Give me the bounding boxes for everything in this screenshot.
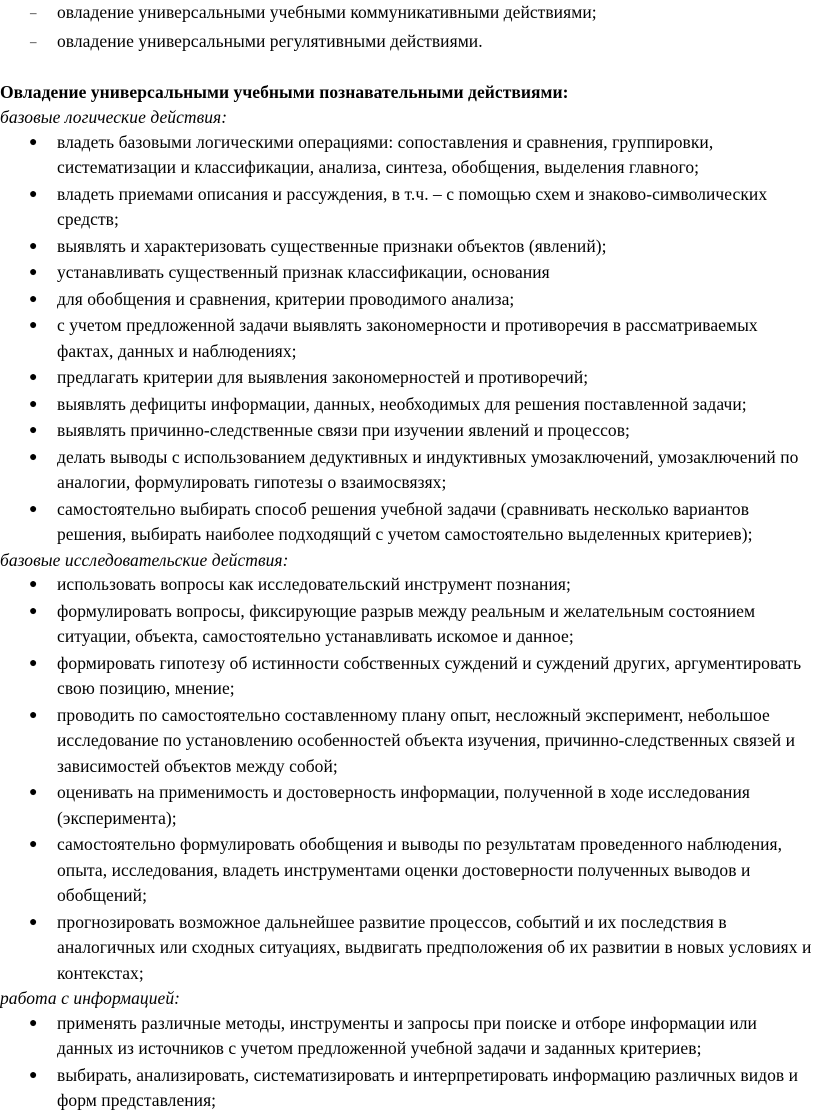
list-item <box>0 703 816 780</box>
dash-list <box>0 0 816 54</box>
bullet-icon: ● <box>29 318 38 333</box>
dash-item <box>0 29 816 55</box>
bullet-icon: ● <box>29 449 38 465</box>
list-item <box>0 365 816 391</box>
bullet-icon: ● <box>29 291 38 307</box>
list-item <box>0 260 816 286</box>
list-item <box>0 130 816 181</box>
bullet-icon: ● <box>29 186 38 202</box>
bullet-icon: ● <box>29 265 38 280</box>
subsection-title-research: базовые исследовательские действия: <box>0 549 289 570</box>
list-item-text: выявлять причинно-следственные связи при изучении явлений и процессов; <box>57 420 630 440</box>
list-item <box>0 418 816 444</box>
bullet-icon: ● <box>29 134 38 150</box>
bullet-list-logical <box>0 130 816 548</box>
list-item <box>0 445 816 496</box>
bullet-icon: ● <box>29 914 38 930</box>
subsection-title-information: работа с информацией: <box>0 988 181 1008</box>
list-item-text: формировать гипотезу об истинности собственных суждений и суждений других, аргументировать свою позицию, мнение; <box>57 652 802 698</box>
list-item-text: оценивать на применимость и достоверность информации, полученной в ходе исследования (эксперимента); <box>57 782 750 828</box>
list-item-text: проводить по самостоятельно составленному плану опыт, несложный эксперимент, небольшое исследование по установлению особенностей объекта изучения, причинно-следственных связей и зависимостей объектов между собой; <box>57 704 795 776</box>
list-item-text: выявлять дефициты информации, данных, необходимых для решения поставленной задачи; <box>57 393 747 414</box>
list-item <box>0 651 816 702</box>
list-item-text: предлагать критерии для выявления закономерностей и противоречий; <box>57 367 589 387</box>
bullet-list-research <box>0 572 816 986</box>
dash-marker: – <box>30 33 37 49</box>
list-item-text: применять различные методы, инструменты и запросы при поиске и отборе информации или данных из источников с учетом предложенной учебной задачи и заданных критериев; <box>57 1012 757 1058</box>
list-item <box>0 392 816 418</box>
list-item-text: с учетом предложенной задачи выявлять закономерности и противоречия в рассматриваемых фактах, данных и наблюдениях; <box>57 315 758 361</box>
list-item <box>0 497 816 548</box>
bullet-icon: ● <box>29 396 38 412</box>
bullet-icon: ● <box>29 655 38 671</box>
dash-marker: – <box>30 5 37 20</box>
list-item-text: формулировать вопросы, фиксирующие разрыв между реальным и желательным состоянием ситуации, объекта, самостоятельно устанавливать искомое и данное; <box>57 600 756 646</box>
list-item-text: самостоятельно выбирать способ решения учебной задачи (сравнивать несколько вариантов решения, выбирать наиболее подходящий с учетом самостоятельно выделенных критериев); <box>57 498 753 544</box>
bullet-icon: ● <box>29 837 38 852</box>
section-heading: Овладение универсальными учебными познавательными действиями: <box>0 82 569 102</box>
bullet-icon: ● <box>29 577 38 592</box>
bullet-icon: ● <box>29 238 38 254</box>
list-item-text: владеть базовыми логическими операциями: сопоставления и сравнения, группировки, систематизации и классификации, анализа, синтеза, обобщения, выделения главного; <box>57 131 714 177</box>
list-item <box>0 780 816 831</box>
bullet-icon: ● <box>29 1015 38 1031</box>
blank-line <box>0 54 816 80</box>
dash-item-text: овладение универсальными регулятивными действиями. <box>57 30 483 51</box>
bullet-list-information <box>0 1011 816 1114</box>
list-item-text: выбирать, анализировать, систематизировать и интерпретировать информацию различных видов и форм представления; <box>57 1064 799 1110</box>
dash-item-text: овладение универсальными учебными коммуникативными действиями; <box>57 2 597 22</box>
list-item <box>0 1063 816 1114</box>
list-item-text: делать выводы с использованием дедуктивных и индуктивных умозаключений, умозаключений по аналогии, формулировать гипотезы о взаимосвязях; <box>57 446 799 492</box>
bullet-icon: ● <box>29 603 38 619</box>
list-item <box>0 313 816 364</box>
bullet-icon: ● <box>29 707 38 723</box>
dash-item <box>0 0 816 26</box>
list-item-text: самостоятельно формулировать обобщения и выводы по результатам проведенного наблюдения, опыта, исследования, владеть инструментами оценки достоверности полученных выводов и обобщений; <box>57 834 783 905</box>
bullet-icon: ● <box>29 370 38 385</box>
subsection-title-logical: базовые логические действия: <box>0 107 228 127</box>
list-item <box>0 234 816 260</box>
list-item <box>0 599 816 650</box>
list-item-text: владеть приемами описания и рассуждения, в т.ч. – с помощью схем и знаково-символических средств; <box>57 183 768 229</box>
list-item <box>0 1011 816 1062</box>
list-item-text: выявлять и характеризовать существенные признаки объектов (явлений); <box>57 235 607 256</box>
list-item <box>0 287 816 313</box>
list-item <box>0 572 816 598</box>
list-item-text: устанавливать существенный признак классификации, основания <box>57 262 550 282</box>
bullet-icon: ● <box>29 785 38 800</box>
list-item <box>0 910 816 987</box>
list-item-text: использовать вопросы как исследовательский инструмент познания; <box>57 574 571 594</box>
list-item <box>0 182 816 233</box>
bullet-icon: ● <box>29 423 38 438</box>
list-item-text: прогнозировать возможное дальнейшее развитие процессов, событий и их последствия в аналогичных или сходных ситуациях, выдвигать предположения об их развитии в новых условиях и контекстах; <box>57 911 812 983</box>
bullet-icon: ● <box>29 1067 38 1083</box>
bullet-icon: ● <box>29 501 38 517</box>
list-item <box>0 832 816 909</box>
list-item-text: для обобщения и сравнения, критерии проводимого анализа; <box>57 288 515 309</box>
